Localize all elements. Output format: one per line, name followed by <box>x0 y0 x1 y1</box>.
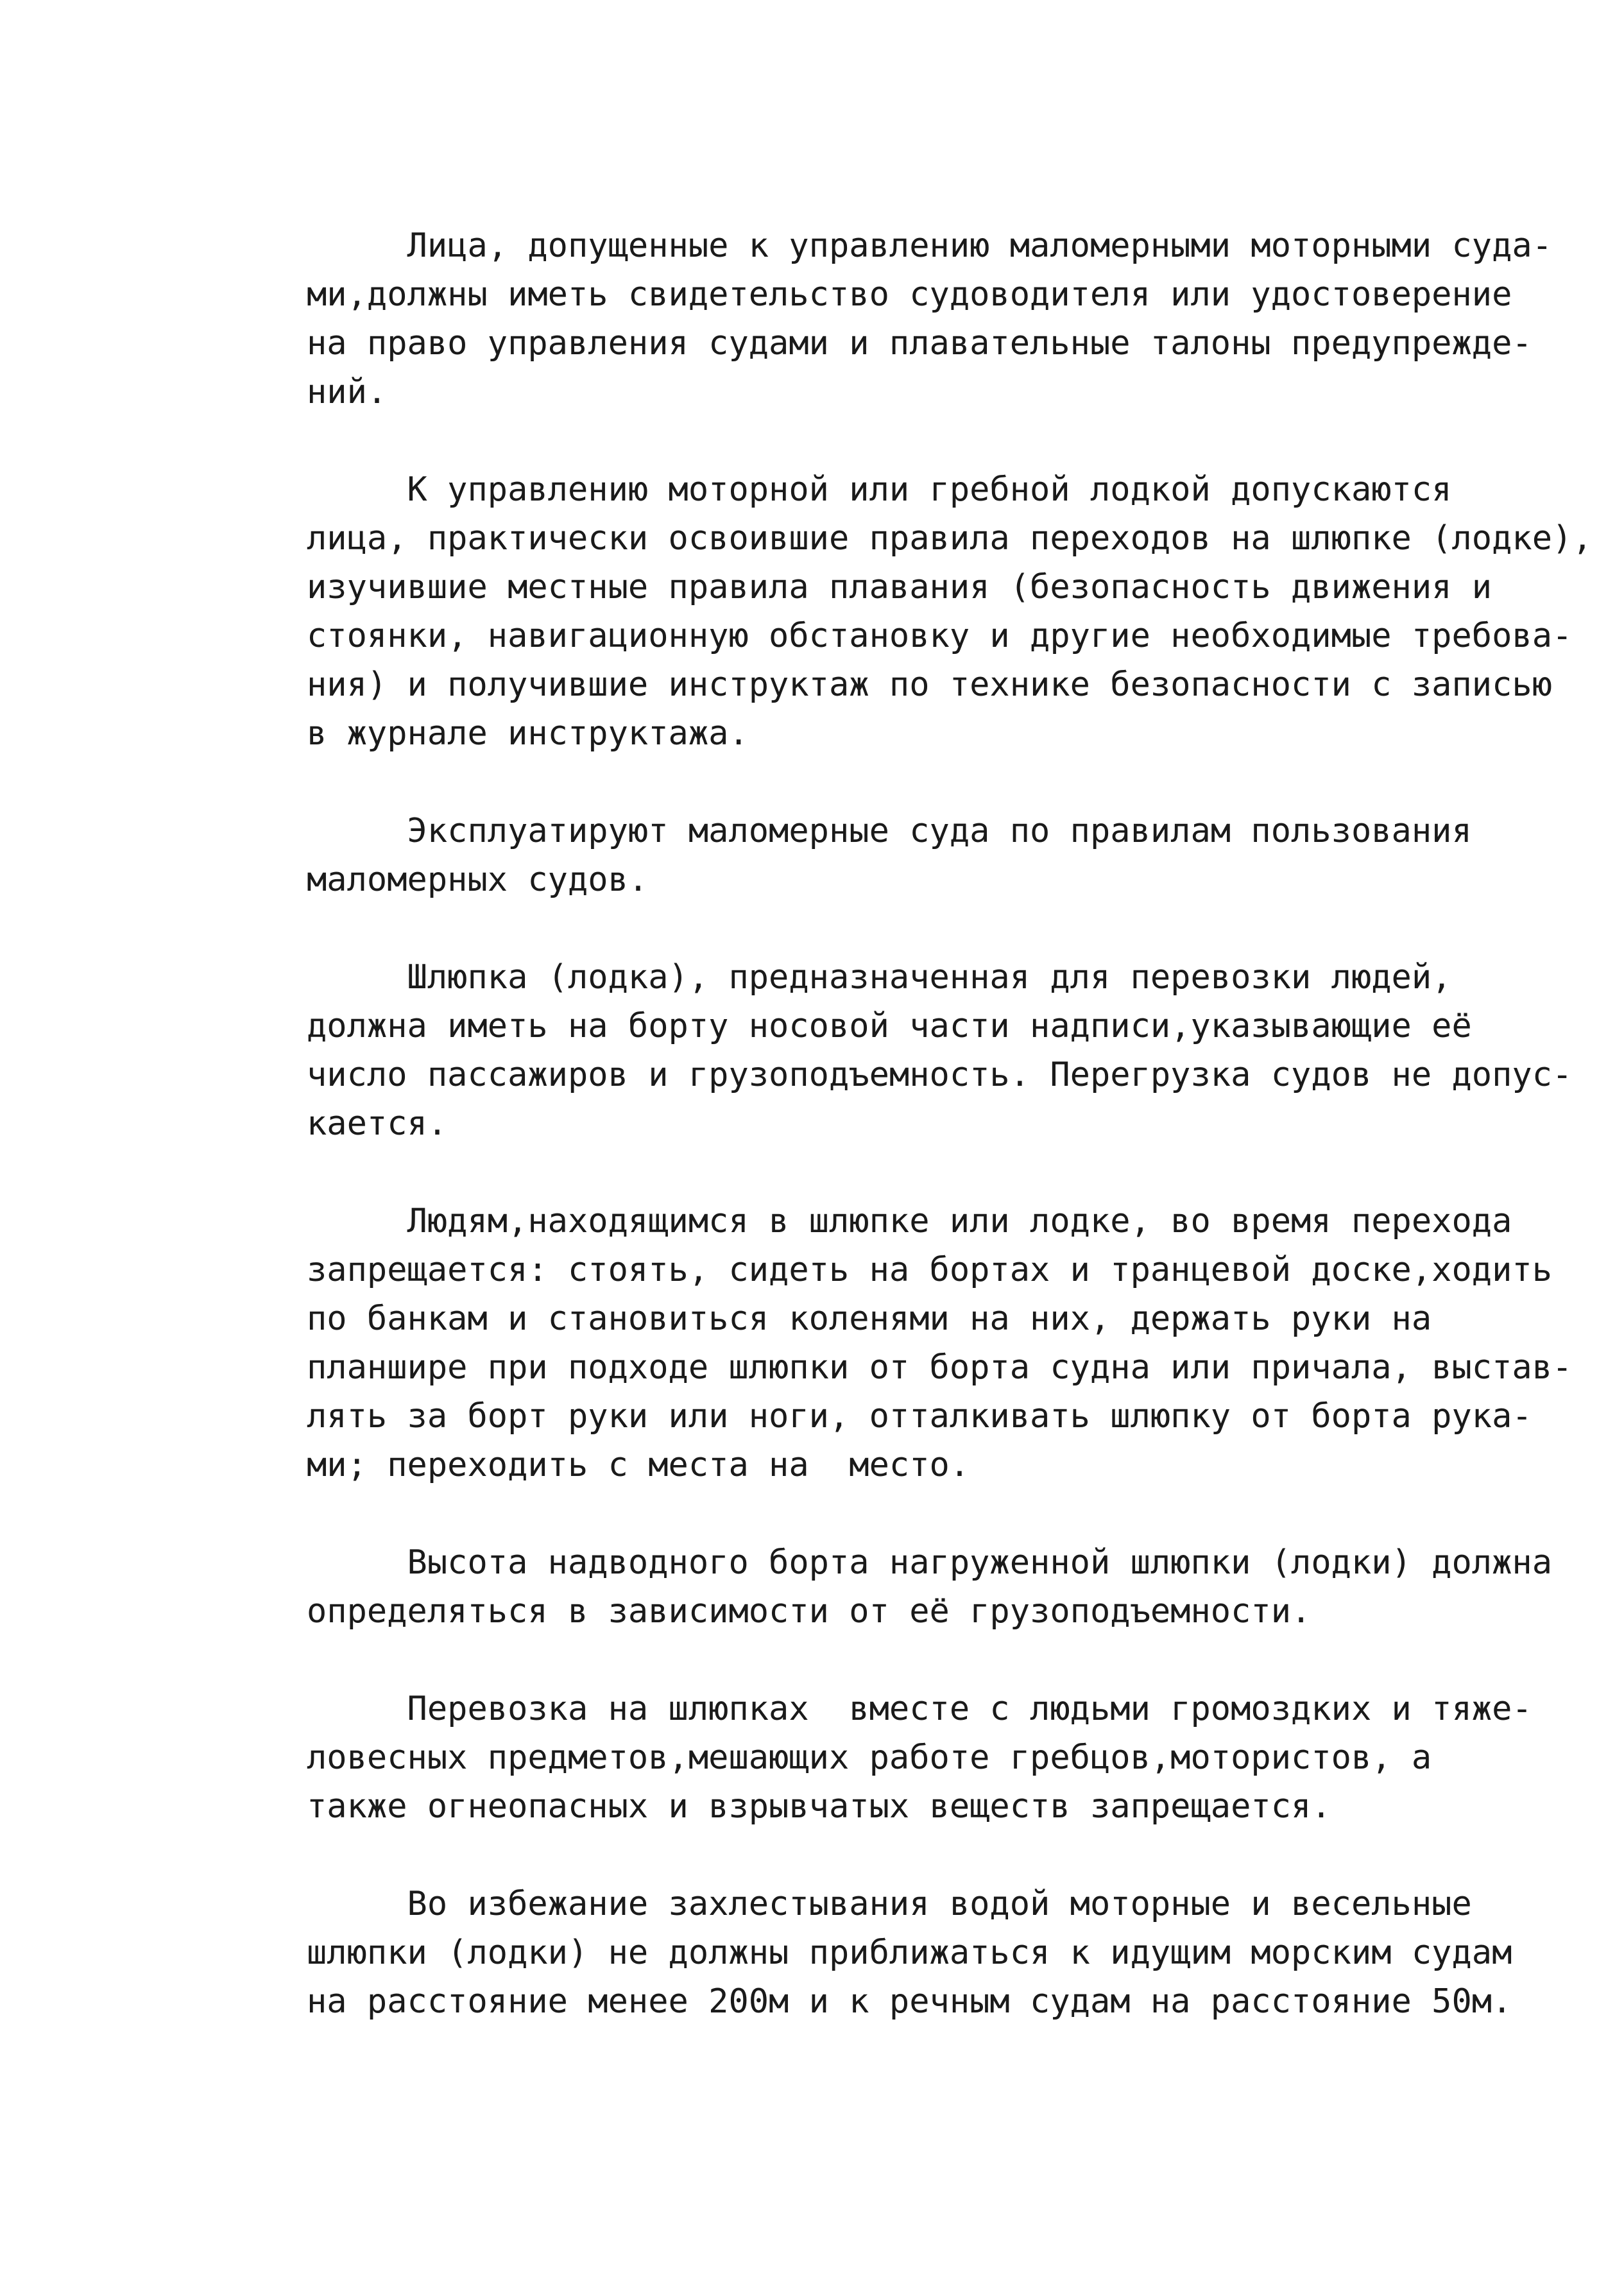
text-line: по банкам и становиться коленями на них, держать руки на <box>307 1299 1432 1338</box>
text-line: также огнеопасных и взрывчатых веществ запрещается. <box>307 1787 1331 1826</box>
text-line: Лица, допущенные к управлению маломерными моторными суда- <box>307 227 1553 265</box>
text-line: Высота надводного борта нагруженной шлюпки (лодки) должна <box>307 1543 1553 1582</box>
text-line: Эксплуатируют маломерные суда по правилам пользования <box>307 812 1472 850</box>
paragraph <box>307 1197 1590 1489</box>
text-line: шлюпки (лодки) не должны приближаться к идущим морским судам <box>307 1934 1512 1972</box>
text-line: Во избежание захлестывания водой моторные и весельные <box>307 1885 1472 1923</box>
text-line: Перевозка на шлюпках вместе с людьми громоздких и тяже- <box>307 1690 1532 1728</box>
paragraph <box>307 1880 1590 2026</box>
paragraph <box>307 1685 1590 1831</box>
text-line: ния) и получившие инструктаж по технике безопасности с записью <box>307 665 1553 704</box>
text-line: лица, практически освоившие правила переходов на шлюпке (лодке), <box>307 519 1593 558</box>
paragraph <box>307 953 1590 1148</box>
text-line: Людям,находящимся в шлюпке или лодке, во время перехода <box>307 1202 1512 1240</box>
text-line: планшире при подходе шлюпки от борта судна или причала, выстав- <box>307 1348 1573 1387</box>
text-line: ми; переходить с места на место. <box>307 1446 970 1484</box>
paragraph <box>307 221 1590 416</box>
text-line: на расстояние менее 200м и к речным судам на расстояние 50м. <box>307 1982 1512 2021</box>
text-line: маломерных судов. <box>307 861 649 899</box>
text-line: Шлюпка (лодка), предназначенная для перевозки людей, <box>307 958 1452 997</box>
text-line: определяться в зависимости от её грузоподъемности. <box>307 1592 1312 1631</box>
text-line: ловесных предметов,мешающих работе гребцов,мотористов, а <box>307 1738 1432 1777</box>
text-line: запрещается: стоять, сидеть на бортах и транцевой доске,ходить <box>307 1251 1553 1289</box>
text-line: кается. <box>307 1104 448 1143</box>
paragraph <box>307 465 1593 758</box>
document-body <box>307 221 1593 2075</box>
text-line: стоянки, навигационную обстановку и другие необходимые требова- <box>307 617 1573 655</box>
text-line: ний. <box>307 373 388 411</box>
text-line: ми,должны иметь свидетельство судоводителя или удостоверение <box>307 275 1512 314</box>
paragraph <box>307 1538 1590 1636</box>
text-line: число пассажиров и грузоподъемность. Перегрузка судов не допус- <box>307 1056 1573 1094</box>
text-line: должна иметь на борту носовой части надписи,указывающие её <box>307 1007 1472 1045</box>
text-line: на право управления судами и плавательные талоны предупрежде- <box>307 324 1532 363</box>
text-line: лять за борт руки или ноги, отталкивать шлюпку от борта рука- <box>307 1397 1532 1436</box>
paragraph <box>307 807 1590 904</box>
text-line: в журнале инструктажа. <box>307 714 749 753</box>
text-line: изучившие местные правила плавания (безопасность движения и <box>307 568 1492 606</box>
text-line: К управлению моторной или гребной лодкой допускаются <box>307 470 1452 509</box>
